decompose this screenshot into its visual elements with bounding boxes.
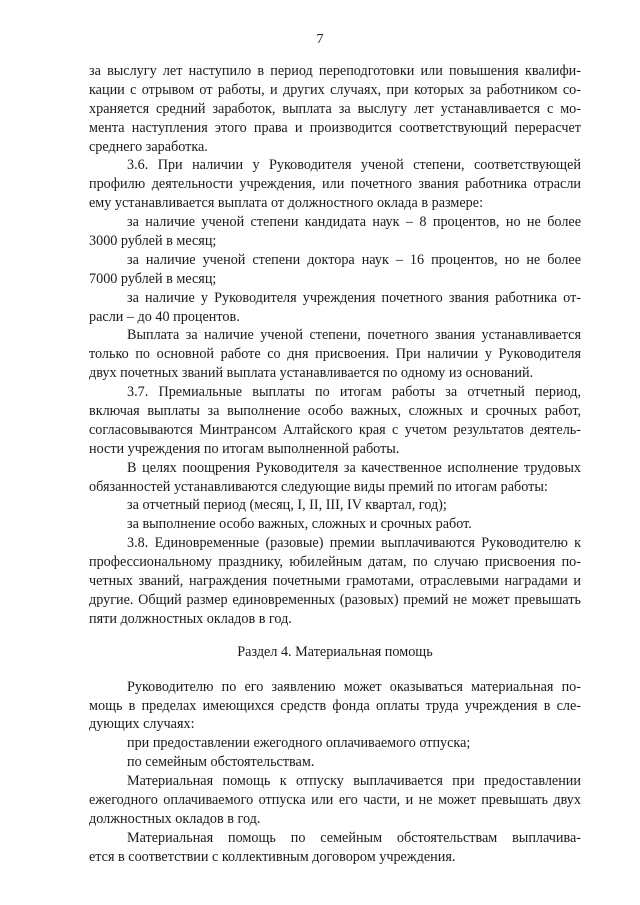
text-line: при предоставлении ежегодного оплачиваемого отпуска; [127, 735, 471, 752]
list-item [89, 213, 581, 251]
text-line: за выслугу лет наступило в период переподготовки или повышения квалифи- [89, 63, 581, 79]
text-line: храняется средний заработок, выплата за выслугу лет устанавливается с мо- [89, 100, 581, 117]
paragraph-3-6 [89, 156, 581, 213]
list-item [89, 496, 581, 515]
text-line: профилю деятельности учреждения, или почетного звания работника отрасли [89, 176, 581, 193]
text-line: за наличие у Руководителя учреждения почетного звания работника от- [127, 289, 581, 306]
text-line: кации с отрывом от работы, и других случаях, при которых за работником со- [89, 81, 581, 98]
paragraph [89, 829, 581, 867]
text-line: другие. Общий размер единовременных (разовых) премий не может превышать [89, 591, 581, 608]
text-line: за наличие ученой степени доктора наук – 16 процентов, но не более [127, 251, 581, 268]
text-line: Материальная помощь к отпуску выплачивается при предоставлении [127, 773, 581, 790]
text-line: мента наступления этого права и производится соответствующий перерасчет [89, 119, 581, 136]
paragraph [89, 678, 581, 735]
text-line: обязанностей устанавливаются следующие виды премий по итогам работы: [89, 478, 548, 495]
text-line: за наличие ученой степени кандидата наук – 8 процентов, но не более [127, 214, 581, 231]
list-item [89, 251, 581, 289]
list-item [89, 734, 581, 753]
text-line: ности учреждения по итогам выполненной работы. [89, 440, 400, 457]
paragraph [89, 459, 581, 497]
text-line: только по основной работе со дня присвоения. При наличии у Руководителя [89, 346, 581, 363]
text-line: расли – до 40 процентов. [89, 308, 240, 325]
text-line: двух почетных званий выплата устанавливается по одному из оснований. [89, 365, 534, 382]
text-line: должностных окладов в год. [89, 810, 261, 827]
list-item [89, 515, 581, 534]
paragraph-3-8 [89, 534, 581, 628]
text-line: включая выплаты за выполнение особо важных, сложных и срочных работ, [89, 403, 581, 420]
text-line: 3.7. Премиальные выплаты по итогам работы за отчетный период, [127, 384, 581, 401]
text-line: В целях поощрения Руководителя за качественное исполнение трудовых [127, 459, 581, 476]
text-line: 3000 рублей в месяц; [89, 233, 217, 250]
text-line: ему устанавливается выплата от должностного оклада в размере: [89, 195, 484, 212]
text-line: за выполнение особо важных, сложных и срочных работ. [127, 516, 472, 533]
text-line: дующих случаях: [89, 716, 195, 733]
text-line: по семейным обстоятельствам. [127, 754, 315, 771]
text-line: четных званий, награждения почетными грамотами, отраслевыми наградами и [89, 573, 581, 590]
text-line: мощь в пределах имеющихся средств фонда оплаты труда учреждения в сле- [89, 697, 581, 714]
text-line: ежегодного оплачиваемого отпуска или его части, и не может превышать двух [89, 791, 581, 808]
text-line: ется в соответствии с коллективным договором учреждения. [89, 848, 456, 865]
document-body [89, 62, 581, 867]
text-line: Руководителю по его заявлению может оказываться материальная по- [127, 678, 581, 695]
section-heading: Раздел 4. Материальная помощь [237, 643, 433, 660]
list-item [89, 289, 581, 327]
text-line: Выплата за наличие ученой степени, почетного звания устанавливается [127, 327, 581, 344]
text-line: 7000 рублей в месяц; [89, 270, 217, 287]
page-number: 7 [316, 32, 324, 47]
text-line: 3.8. Единовременные (разовые) премии выплачиваются Руководителю к [127, 535, 581, 552]
text-line: пяти должностных окладов в год. [89, 610, 292, 627]
text-line: за отчетный период (месяц, I, II, III, IV квартал, год); [127, 497, 447, 514]
paragraph [89, 326, 581, 383]
text-line: Материальная помощь по семейным обстоятельствам выплачива- [127, 829, 581, 846]
text-line: профессиональному празднику, юбилейным датам, по случаю присвоения по- [89, 554, 581, 571]
paragraph [89, 772, 581, 829]
list-item [89, 753, 581, 772]
paragraph [89, 62, 581, 156]
paragraph-3-7 [89, 383, 581, 459]
text-line: 3.6. При наличии у Руководителя ученой степени, соответствующей [127, 157, 581, 174]
text-line: согласовываются Минтрансом Алтайского края с учетом результатов деятель- [89, 421, 581, 438]
text-line: среднего заработка. [89, 138, 208, 155]
